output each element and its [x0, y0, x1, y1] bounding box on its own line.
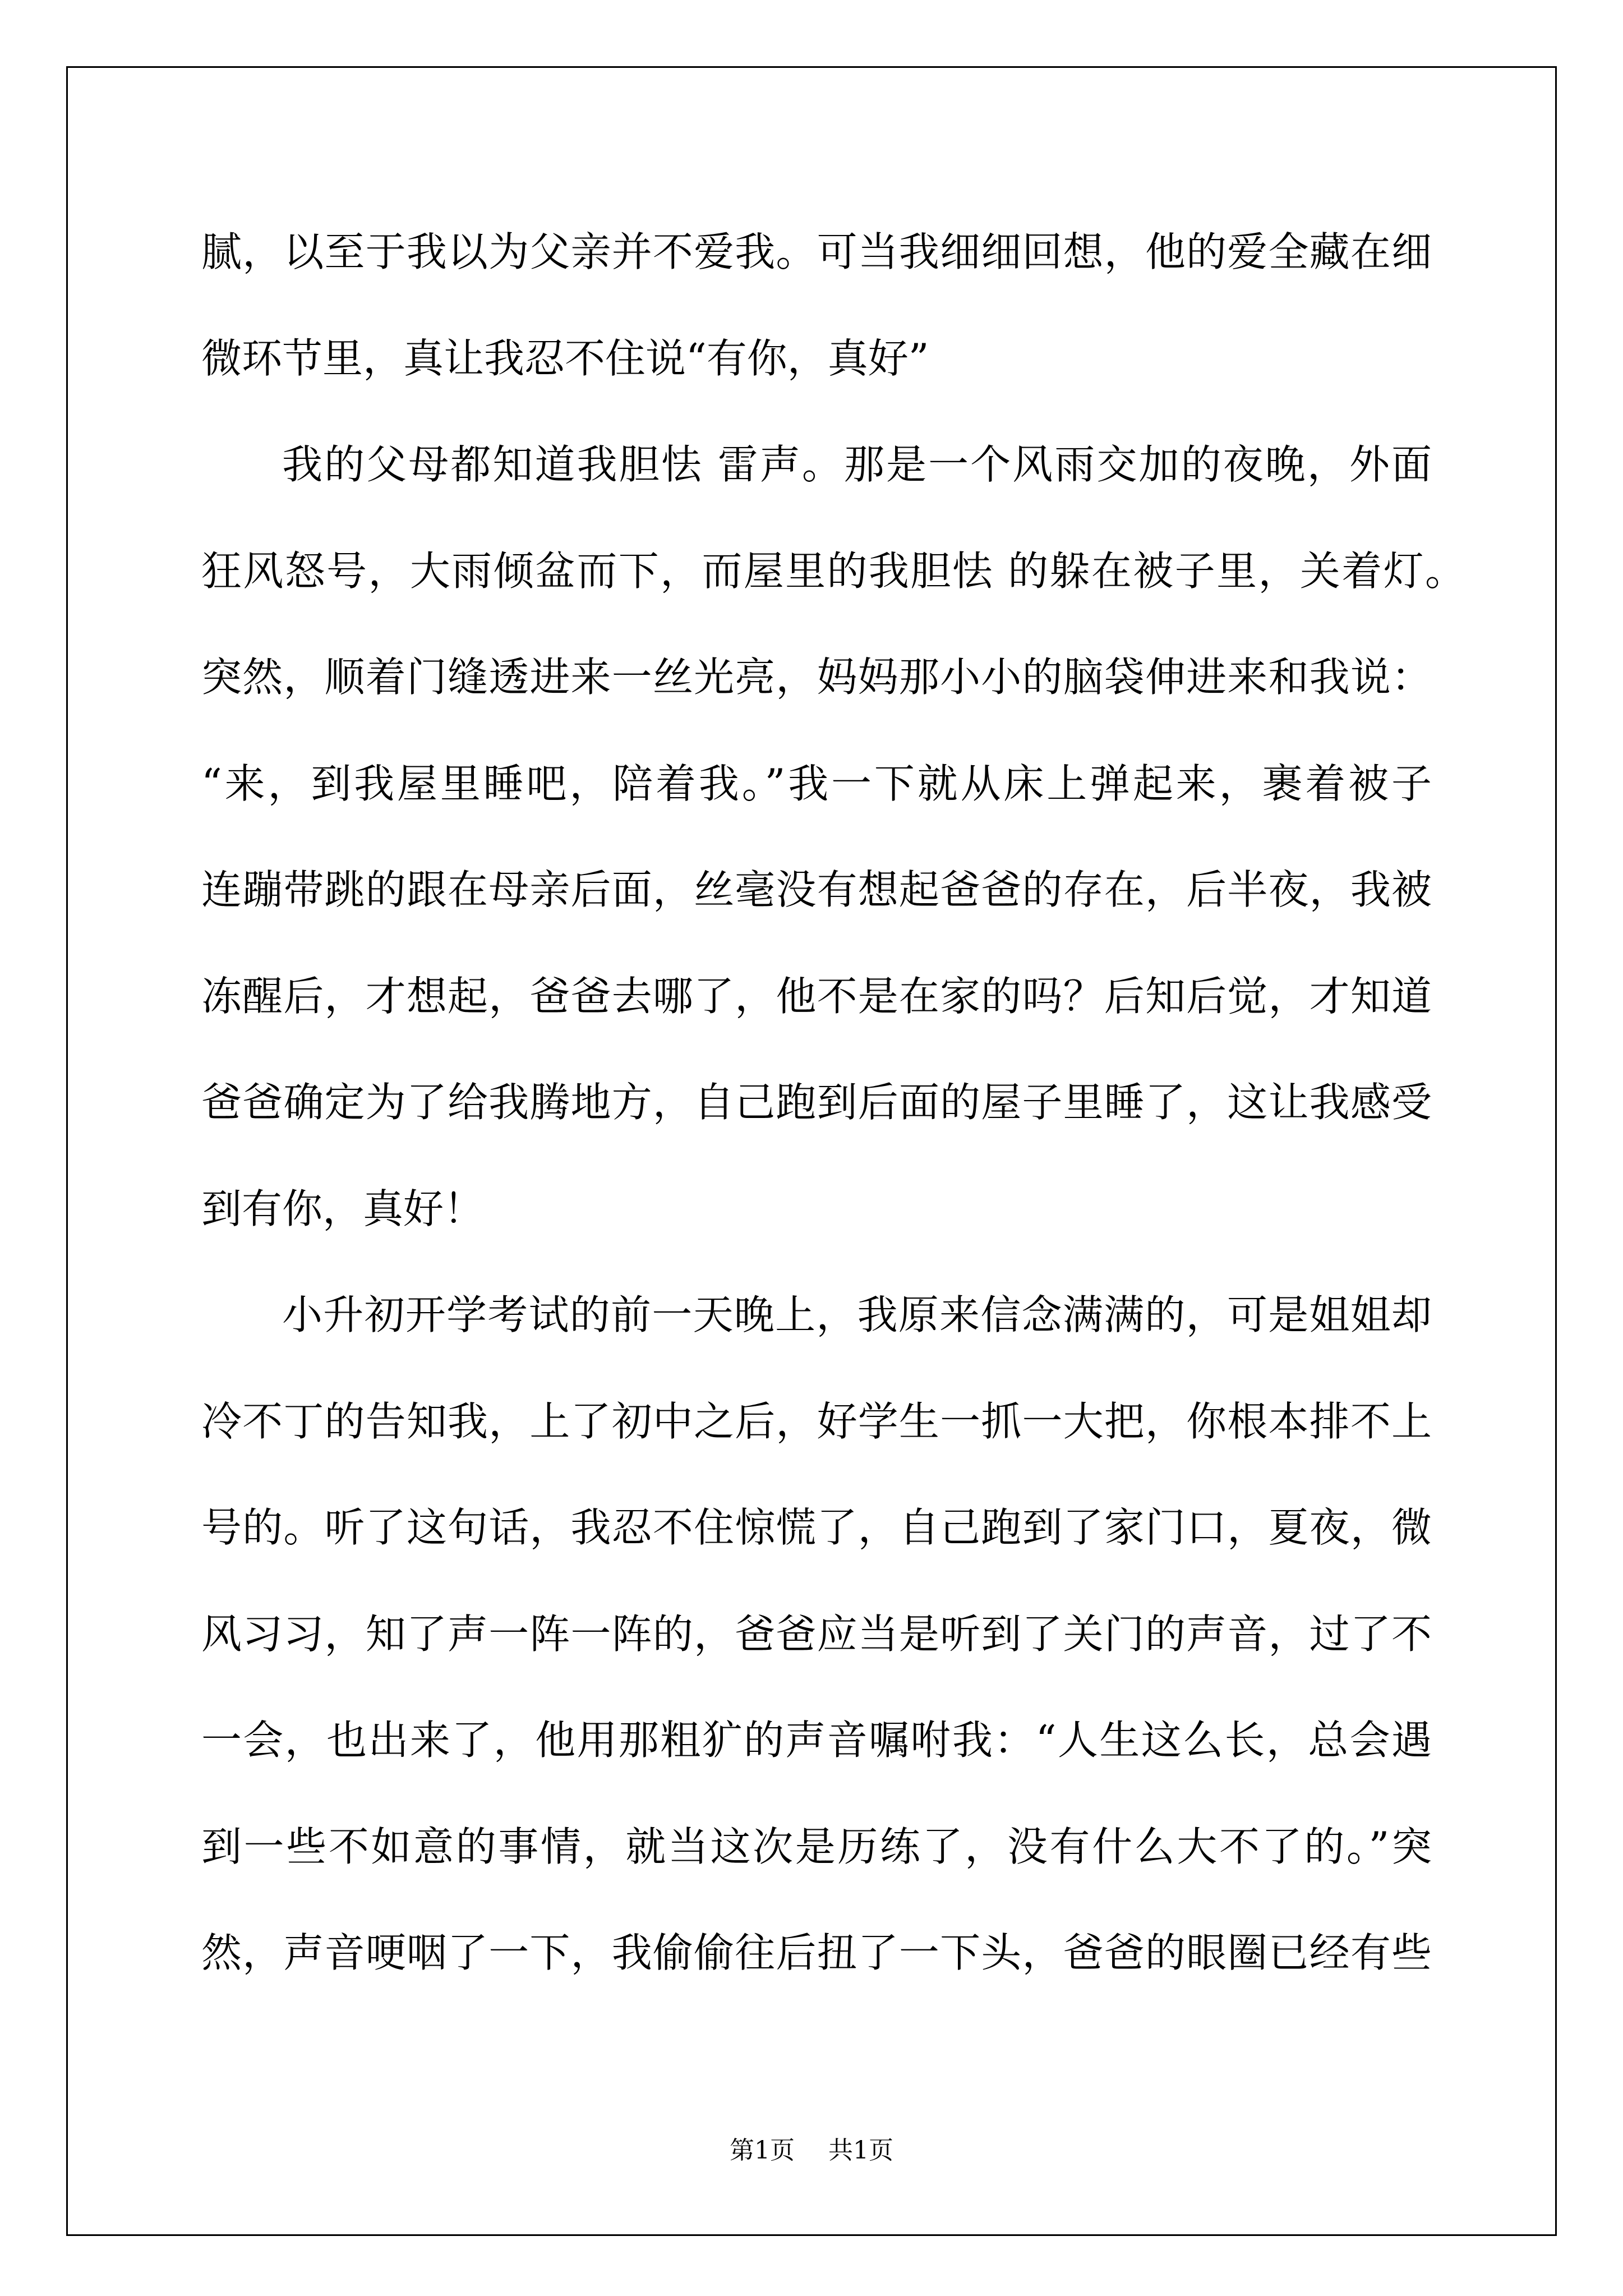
page-footer — [0, 2134, 1623, 2168]
text-line: 号的。听了这句话，我忍不住惊慌了，自己跑到了家门口，夏夜，微 — [201, 1504, 1432, 1551]
paragraph — [201, 412, 1465, 1262]
text-line: 我的父母都知道我胆怯 雷声。那是一个风雨交加的夜晚，外面 — [282, 441, 1432, 488]
text-line: 连蹦带跳的跟在母亲后面，丝毫没有想起爸爸的存在，后半夜，我被 — [201, 866, 1432, 913]
document-body — [201, 199, 1465, 2007]
text-line: “来，到我屋里睡吧，陪着我。”我一下就从床上弹起来，裹着被子 — [201, 760, 1432, 807]
page-number: 第1页 — [730, 2136, 795, 2165]
text-line: 狂风怒号，大雨倾盆而下，而屋里的我胆怯 的躲在被子里，关着灯。 — [201, 547, 1465, 595]
text-line: 冻醒后，才想起，爸爸去哪了，他不是在家的吗？后知后觉，才知道 — [201, 972, 1432, 1020]
text-line: 一会，也出来了，他用那粗犷的声音嘱咐我：“人生这么长，总会遇 — [201, 1717, 1432, 1764]
paragraph — [201, 199, 1432, 412]
text-line: 风习习，知了声一阵一阵的，爸爸应当是听到了关门的声音，过了不 — [201, 1610, 1432, 1658]
text-line: 微环节里，真让我忍不住说“有你，真好” — [201, 334, 929, 382]
text-line: 到一些不如意的事情，就当这次是历练了，没有什么大不了的。”突 — [201, 1823, 1432, 1870]
text-line: 爸爸确定为了给我腾地方，自己跑到后面的屋子里睡了，这让我感受 — [201, 1079, 1432, 1126]
text-line: 腻，以至于我以为父亲并不爱我。可当我细细回想，他的爱全藏在细 — [201, 228, 1432, 275]
text-line: 突然，顺着门缝透进来一丝光亮，妈妈那小小的脑袋伸进来和我说： — [201, 654, 1432, 701]
text-line: 冷不丁的告知我，上了初中之后，好学生一抓一大把，你根本排不上 — [201, 1397, 1432, 1445]
text-line: 小升初开学考试的前一天晚上，我原来信念满满的，可是姐姐却 — [282, 1291, 1432, 1338]
text-line: 然，声音哽咽了一下，我偷偷往后扭了一下头，爸爸的眼圈已经有些 — [201, 1929, 1432, 1976]
page-total: 共1页 — [828, 2136, 893, 2165]
paragraph — [201, 1262, 1432, 2007]
text-line: 到有你，真好！ — [201, 1185, 485, 1232]
